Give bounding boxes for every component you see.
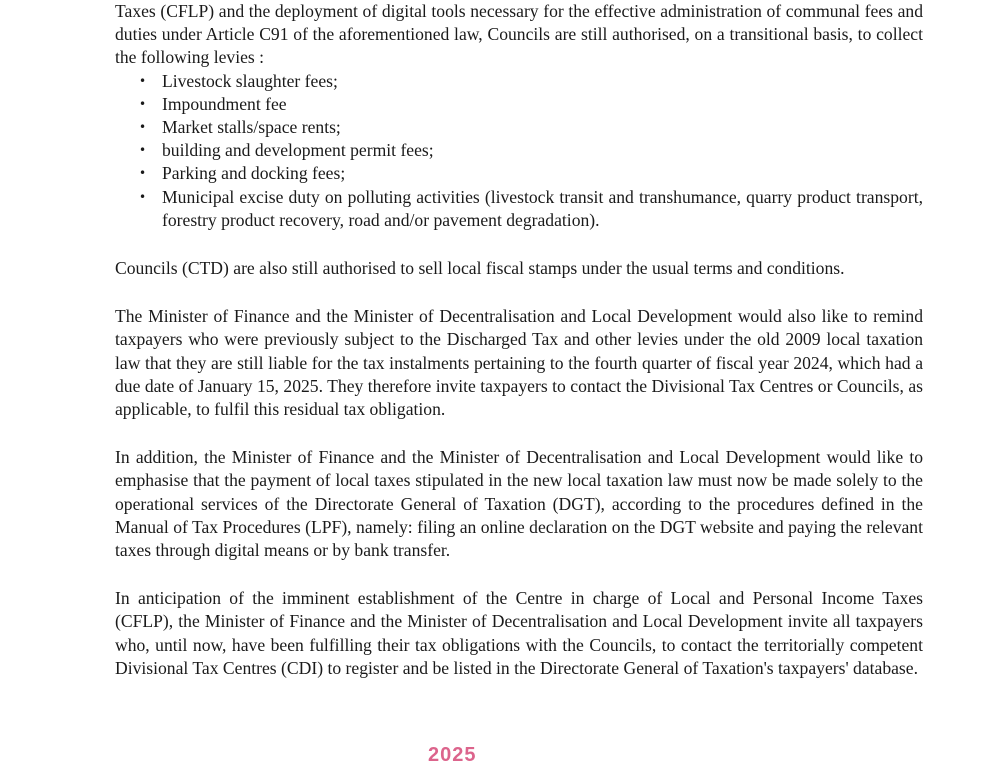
- list-item: [139, 93, 923, 116]
- list-item: [139, 70, 923, 93]
- reminder-paragraph: The Minister of Finance and the Minister of Decentralisation and Local Development would also like to remind taxpayers who were previously subject to the Discharged Tax and other levies under the old 2009 local taxation law that they are still liable for the tax instalments pertaining to the fourth quarter of fiscal year 2024, which had a due date of January 15, 2025. They therefore invite taxpayers to contact the Divisional Tax Centres or Councils, as applicable, to fulfil this residual tax obligation.: [115, 306, 923, 420]
- list-item: [139, 139, 923, 162]
- bullet-icon: •: [139, 73, 147, 88]
- payment-paragraph: In addition, the Minister of Finance and the Minister of Decentralisation and Local Development would like to emphasise that the payment of local taxes stipulated in the new local taxation law must now be made solely to the operational services of the Directorate General of Taxation (DGT), according to the procedures defined in the Manual of Tax Procedures (LPF), namely: filing an online declaration on the DGT website and paying the relevant taxes through digital means or by bank transfer.: [115, 447, 923, 561]
- stamp-fragment: 2025: [428, 744, 477, 766]
- bullet-icon: •: [139, 96, 147, 111]
- levy-text: Livestock slaughter fees;: [162, 70, 338, 91]
- levy-text: building and development permit fees;: [162, 140, 434, 161]
- intro-paragraph: Taxes (CFLP) and the deployment of digital tools necessary for the effective administration of communal fees and duties under Article C91 of the aforementioned law, Councils are still authorised, on a transitional basis, to collect the following levies :: [115, 1, 923, 68]
- list-item: [139, 162, 923, 185]
- list-item: [139, 186, 923, 232]
- levy-text: Market stalls/space rents;: [162, 117, 341, 138]
- bullet-icon: •: [139, 166, 147, 181]
- levy-text: Parking and docking fees;: [162, 163, 346, 184]
- levy-list: [115, 70, 923, 232]
- bullet-icon: •: [139, 143, 147, 158]
- list-item: [139, 116, 923, 139]
- fiscal-stamps-paragraph: Councils (CTD) are also still authorised to sell local fiscal stamps under the usual terms and conditions.: [115, 258, 845, 279]
- registration-paragraph: In anticipation of the imminent establishment of the Centre in charge of Local and Personal Income Taxes (CFLP), the Minister of Finance and the Minister of Decentralisation and Local Development invite all taxpayers who, until now, have been fulfilling their tax obligations with the Councils, to contact the territorially competent Divisional Tax Centres (CDI) to register and be listed in the Directorate General of Taxation's taxpayers' database.: [115, 588, 923, 678]
- levy-text: Impoundment fee: [162, 93, 287, 114]
- bullet-icon: •: [139, 189, 147, 204]
- levy-text: Municipal excise duty on polluting activities (livestock transit and transhumance, quarry product transport, forestry product recovery, road and/or pavement degradation).: [162, 186, 923, 230]
- document-page: [115, 0, 923, 680]
- bullet-icon: •: [139, 120, 147, 135]
